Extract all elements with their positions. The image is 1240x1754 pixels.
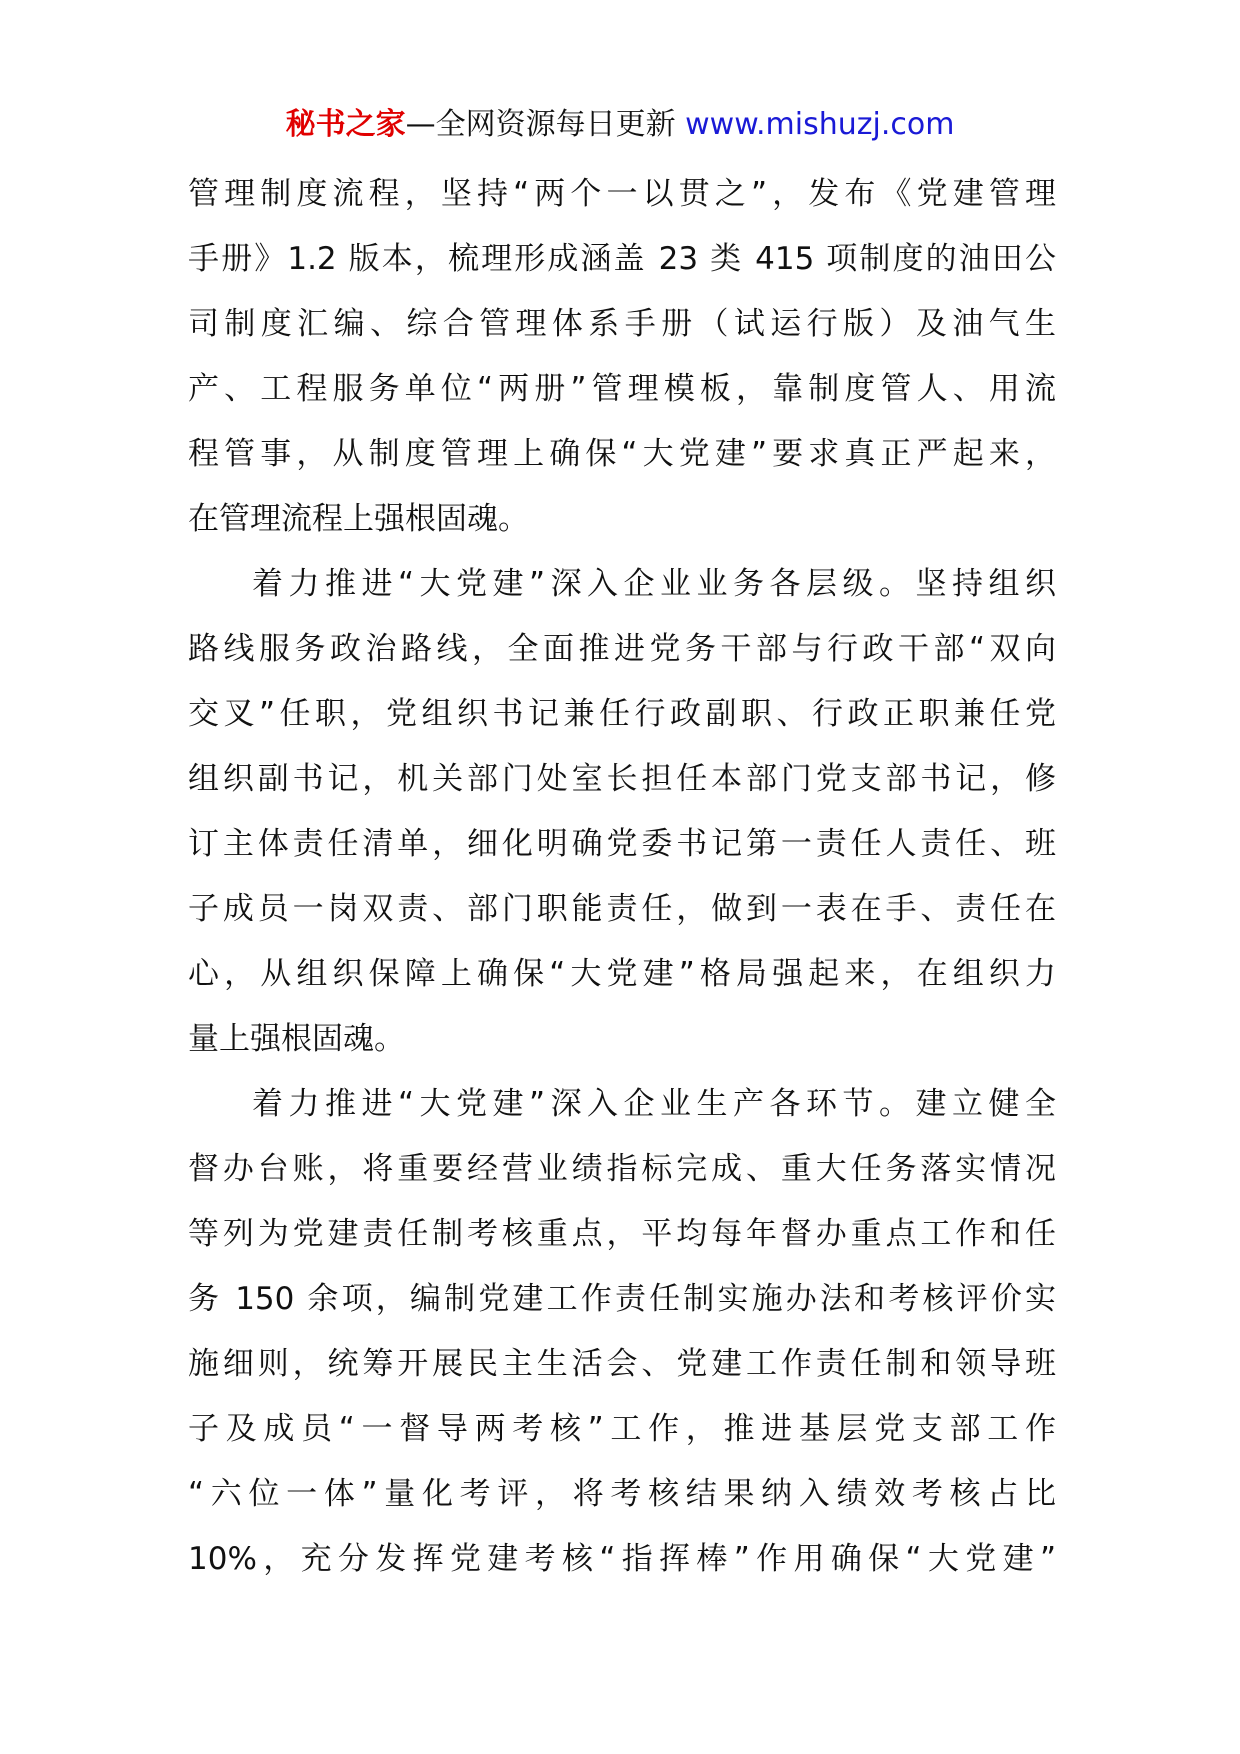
header-tagline: —全网资源每日更新: [405, 107, 676, 142]
text-line: 量上强根固魂。: [188, 1021, 405, 1057]
text-line: 订主体责任清单，细化明确党委书记第一责任人责任、班: [188, 826, 1056, 862]
text-line: 路线服务政治路线，全面推进党务干部与行政干部“双向: [188, 631, 1056, 667]
text-line: 管理制度流程，坚持“两个一以贯之”，发布《党建管理: [188, 176, 1056, 212]
text-line: 司制度汇编、综合管理体系手册（试运行版）及油气生: [188, 306, 1056, 342]
text-line: 子成员一岗双责、部门职能责任，做到一表在手、责任在: [188, 891, 1056, 927]
text-line: 施细则，统筹开展民主生活会、党建工作责任制和领导班: [188, 1346, 1056, 1382]
text-line: 手册》1.2 版本，梳理形成涵盖 23 类 415 项制度的油田公: [188, 241, 1056, 277]
page-header: [0, 100, 1240, 150]
paragraph-1: [188, 162, 1056, 552]
text-line: 子及成员“一督导两考核”工作，推进基层党支部工作: [188, 1411, 1056, 1447]
text-line: “六位一体”量化考评，将考核结果纳入绩效考核占比: [188, 1476, 1056, 1512]
text-line: 产、工程服务单位“两册”管理模板，靠制度管人、用流: [188, 371, 1056, 407]
text-line: 程管事，从制度管理上确保“大党建”要求真正严起来，: [188, 436, 1056, 472]
text-line: 心，从组织保障上确保“大党建”格局强起来，在组织力: [188, 956, 1056, 992]
paragraph-3: [188, 1072, 1056, 1592]
brand-name: 秘书之家: [285, 107, 406, 142]
document-body: [188, 162, 1056, 1592]
text-line: 交叉”任职，党组织书记兼任行政副职、行政正职兼任党: [188, 696, 1056, 732]
text-line: 务 150 余项，编制党建工作责任制实施办法和考核评价实: [188, 1281, 1056, 1317]
text-line: 10%，充分发挥党建考核“指挥棒”作用确保“大党建”: [188, 1541, 1056, 1577]
text-line: 督办台账，将重要经营业绩指标完成、重大任务落实情况: [188, 1151, 1056, 1187]
text-line: 着力推进“大党建”深入企业生产各环节。建立健全: [252, 1086, 1056, 1122]
paragraph-2: [188, 552, 1056, 1072]
text-line: 组织副书记，机关部门处室长担任本部门党支部书记，修: [188, 761, 1056, 797]
text-line: 等列为党建责任制考核重点，平均每年督办重点工作和任: [188, 1216, 1056, 1252]
site-url-link[interactable]: www.mishuzj.com: [685, 107, 955, 142]
text-line: 着力推进“大党建”深入企业业务各层级。坚持组织: [252, 566, 1056, 602]
text-line: 在管理流程上强根固魂。: [188, 501, 529, 537]
